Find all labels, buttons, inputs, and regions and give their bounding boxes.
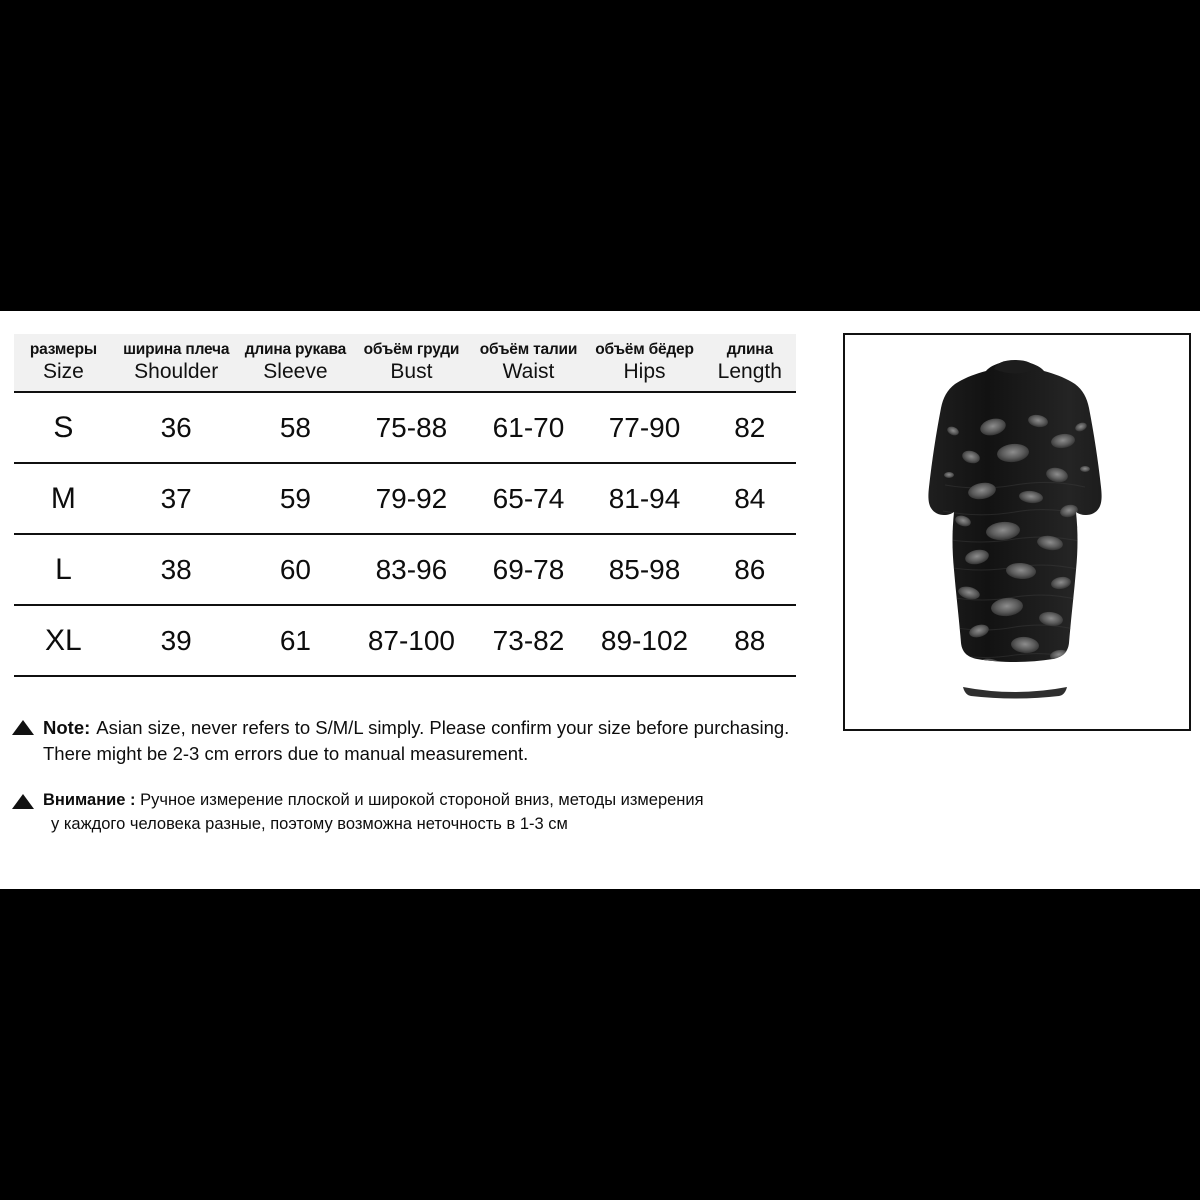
cell-waist: 69-78 bbox=[472, 534, 586, 605]
product-image bbox=[845, 335, 1189, 729]
column-header-waist-en: Waist bbox=[502, 359, 555, 383]
size-chart-table bbox=[14, 334, 796, 677]
product-image-frame bbox=[843, 333, 1191, 731]
column-header-size bbox=[14, 334, 113, 392]
cell-bust: 83-96 bbox=[351, 534, 471, 605]
column-header-hips-ru: объём бёдер bbox=[595, 341, 694, 358]
content-panel bbox=[0, 311, 1200, 889]
cell-length: 82 bbox=[704, 392, 796, 463]
column-header-length bbox=[704, 334, 796, 392]
note-english-body: Asian size, never refers to S/M/L simply. Please confirm your size before purchasing. There might be 2-3 cm errors due to manual measurement. bbox=[43, 717, 790, 764]
column-header-waist-ru: объём талии bbox=[479, 341, 578, 358]
column-header-length-ru: длина bbox=[726, 341, 773, 358]
cell-hips: 81-94 bbox=[585, 463, 703, 534]
cell-size: XL bbox=[14, 605, 113, 676]
column-header-bust-ru: объём груди bbox=[363, 341, 460, 358]
cell-bust: 79-92 bbox=[351, 463, 471, 534]
cell-sleeve: 58 bbox=[240, 392, 352, 463]
table-header bbox=[14, 334, 796, 392]
column-header-size-en: Size bbox=[42, 359, 84, 383]
cell-sleeve: 60 bbox=[240, 534, 352, 605]
cell-shoulder: 37 bbox=[113, 463, 240, 534]
column-header-hips-en: Hips bbox=[623, 359, 666, 383]
note-russian bbox=[12, 789, 812, 837]
column-header-bust bbox=[351, 334, 471, 392]
column-header-shoulder-en: Shoulder bbox=[134, 359, 219, 383]
cell-size: M bbox=[14, 463, 113, 534]
note-russian-line2: у каждого человека разные, поэтому возможна неточность в 1-3 см bbox=[51, 814, 568, 833]
column-header-size-ru: размеры bbox=[29, 341, 97, 358]
cell-shoulder: 36 bbox=[113, 392, 240, 463]
column-header-hips bbox=[585, 334, 703, 392]
note-english-text bbox=[43, 715, 812, 766]
note-russian-line1: Ручное измерение плоской и широкой стороной вниз, методы измерения bbox=[140, 791, 704, 809]
cell-size: L bbox=[14, 534, 113, 605]
cell-length: 84 bbox=[704, 463, 796, 534]
table-row bbox=[14, 392, 796, 463]
table-row bbox=[14, 463, 796, 534]
column-header-sleeve-en: Sleeve bbox=[263, 359, 328, 383]
cell-hips: 89-102 bbox=[585, 605, 703, 676]
column-header-sleeve-ru: длина рукава bbox=[244, 341, 347, 358]
note-russian-text bbox=[43, 789, 704, 837]
column-header-shoulder-ru: ширина плеча bbox=[123, 341, 230, 358]
note-russian-label: Внимание : bbox=[43, 791, 136, 809]
cell-size: S bbox=[14, 392, 113, 463]
triangle-bullet-icon bbox=[12, 794, 34, 809]
cell-shoulder: 39 bbox=[113, 605, 240, 676]
cell-waist: 73-82 bbox=[472, 605, 586, 676]
table-body bbox=[14, 392, 796, 676]
cell-hips: 77-90 bbox=[585, 392, 703, 463]
note-english-label: Note: bbox=[43, 717, 91, 738]
cell-waist: 65-74 bbox=[472, 463, 586, 534]
cell-bust: 87-100 bbox=[351, 605, 471, 676]
column-header-shoulder bbox=[113, 334, 240, 392]
note-english bbox=[12, 715, 812, 766]
cell-sleeve: 61 bbox=[240, 605, 352, 676]
cell-length: 86 bbox=[704, 534, 796, 605]
cell-hips: 85-98 bbox=[585, 534, 703, 605]
cell-length: 88 bbox=[704, 605, 796, 676]
cell-waist: 61-70 bbox=[472, 392, 586, 463]
column-header-sleeve bbox=[240, 334, 352, 392]
cell-bust: 75-88 bbox=[351, 392, 471, 463]
table-row bbox=[14, 605, 796, 676]
cell-shoulder: 38 bbox=[113, 534, 240, 605]
cell-sleeve: 59 bbox=[240, 463, 352, 534]
column-header-length-en: Length bbox=[717, 359, 782, 383]
table-row bbox=[14, 534, 796, 605]
column-header-waist bbox=[472, 334, 586, 392]
column-header-bust-en: Bust bbox=[390, 359, 433, 383]
triangle-bullet-icon bbox=[12, 720, 34, 735]
table-header-row bbox=[14, 334, 796, 392]
